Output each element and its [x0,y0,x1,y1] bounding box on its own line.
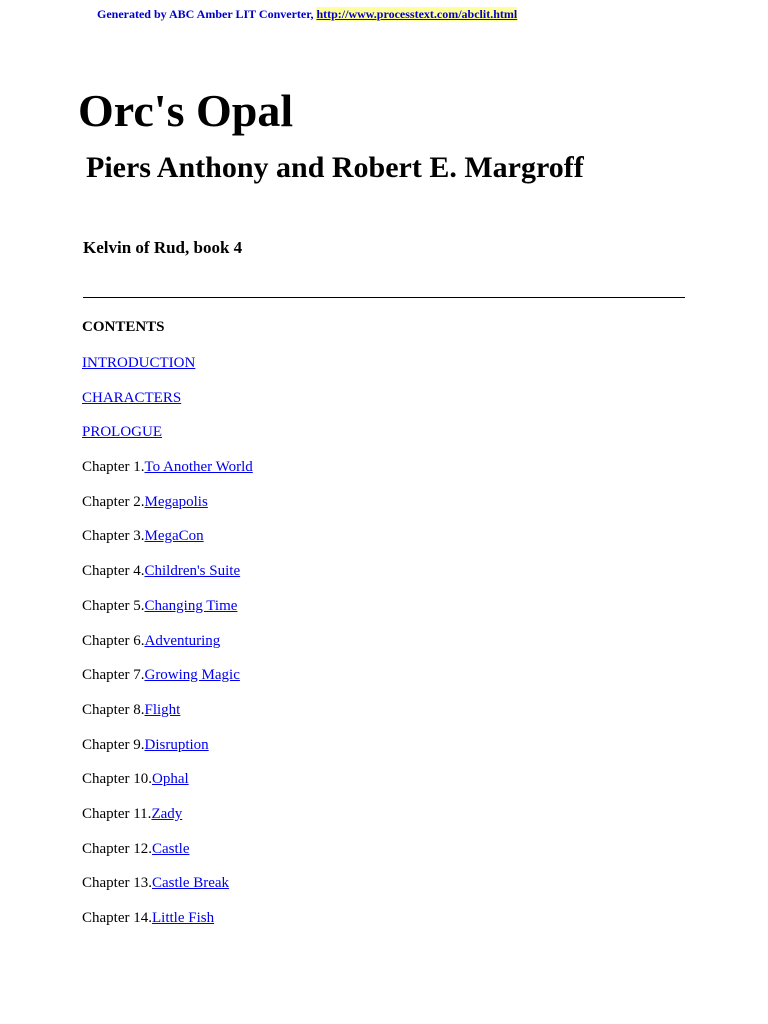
chapter-link[interactable]: Little Fish [151,910,215,926]
generator-prefix: Generated by ABC Amber LIT Converter, [97,7,317,21]
table-of-contents [82,354,253,944]
chapter-number-label: Chapter 14. [82,910,152,926]
chapter-link[interactable]: Castle Break [151,875,230,892]
chapter-number-label: Chapter 10. [82,771,152,788]
chapter-link[interactable]: Castle [151,840,190,857]
toc-chapter-1 [82,458,253,493]
chapter-number-label: Chapter 12. [82,840,152,857]
toc-link-introduction[interactable]: INTRODUCTION [82,355,196,371]
series-line: Kelvin of Rud, book 4 [83,238,243,257]
toc-chapter-12 [82,840,253,875]
book-authors: Piers Anthony and Robert E. Margroff [86,151,584,184]
toc-entry-prologue [82,423,253,458]
chapter-number-label: Chapter 13. [82,875,152,892]
chapter-link[interactable]: To Another World [144,459,253,476]
toc-entry-characters [82,389,253,424]
chapter-number-label: Chapter 5. [82,597,145,614]
toc-chapter-10 [82,770,253,805]
toc-chapter-5 [82,597,253,632]
toc-chapter-3 [82,527,253,562]
toc-chapter-14 [82,909,253,944]
chapter-number-label: Chapter 3. [82,528,145,545]
toc-chapter-7 [82,666,253,701]
chapter-link[interactable]: MegaCon [144,528,204,545]
chapter-number-label: Chapter 4. [82,563,145,580]
toc-chapter-9 [82,736,253,771]
toc-chapter-6 [82,632,253,667]
contents-heading: CONTENTS [82,319,165,335]
chapter-link[interactable]: Children's Suite [144,563,241,580]
chapter-link[interactable]: Ophal [151,771,189,788]
chapter-number-label: Chapter 9. [82,736,145,753]
chapter-number-label: Chapter 6. [82,632,145,649]
chapter-number-label: Chapter 2. [82,493,145,510]
generator-note [97,7,517,22]
toc-entry-introduction [82,354,253,389]
toc-link-prologue[interactable]: PROLOGUE [82,424,163,441]
generator-link[interactable]: http://www.processtext.com/abclit.html [316,7,518,21]
chapter-number-label: Chapter 1. [82,459,145,476]
chapter-link[interactable]: Flight [144,701,181,718]
chapter-link[interactable]: Megapolis [144,493,208,510]
chapter-link[interactable]: Growing Magic [144,667,240,684]
chapter-link[interactable]: Disruption [144,736,209,753]
chapter-number-label: Chapter 11. [82,805,152,822]
toc-link-characters[interactable]: CHARACTERS [82,389,182,406]
chapter-link[interactable]: Zady [151,805,183,822]
toc-chapter-8 [82,701,253,736]
toc-chapter-13 [82,874,253,909]
book-title: Orc's Opal [78,85,294,136]
chapter-number-label: Chapter 8. [82,701,145,718]
toc-chapter-2 [82,493,253,528]
horizontal-rule [83,297,685,298]
chapter-link[interactable]: Adventuring [144,632,221,649]
chapter-link[interactable]: Changing Time [144,597,238,614]
toc-chapter-11 [82,805,253,840]
toc-chapter-4 [82,562,253,597]
chapter-number-label: Chapter 7. [82,667,145,684]
